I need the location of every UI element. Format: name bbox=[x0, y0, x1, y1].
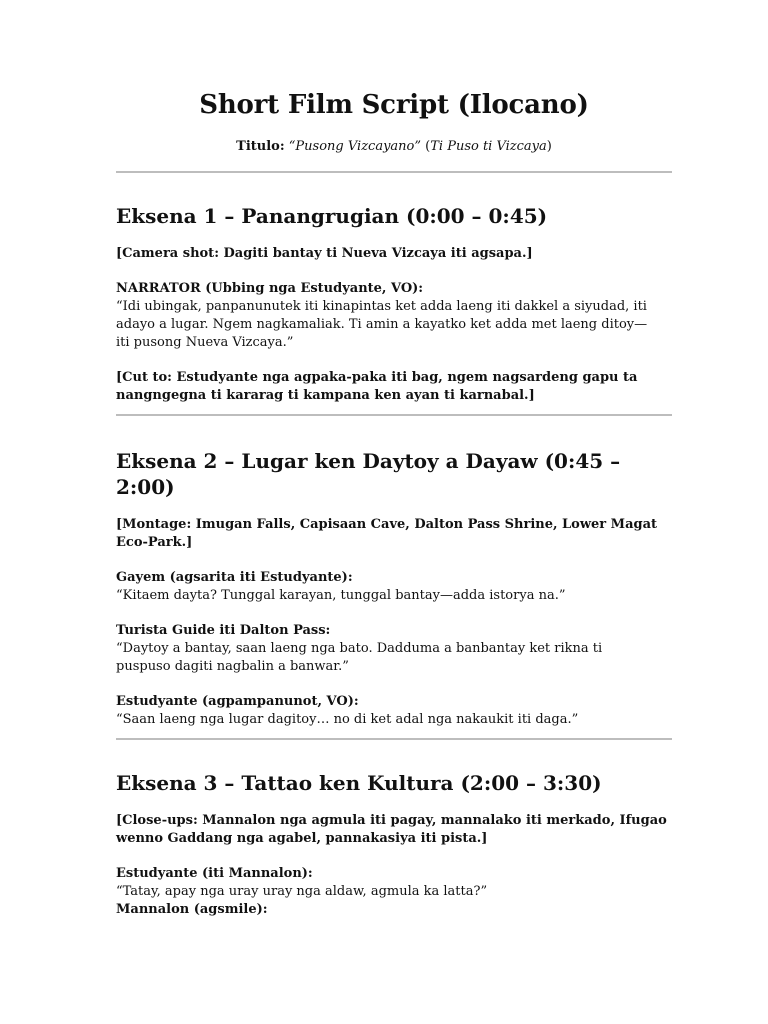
speaker-name: NARRATOR (Ubbing nga Estudyante, VO): bbox=[116, 281, 424, 296]
dialogue-line: “Tatay, apay nga uray uray nga aldaw, agmula ka latta?” bbox=[116, 884, 488, 899]
scene-2 bbox=[116, 448, 672, 738]
scene-heading: Eksena 1 – Panangrugian (0:00 – 0:45) bbox=[116, 204, 548, 228]
stage-direction: [Camera shot: Dagiti bantay ti Nueva Vizcaya iti agsapa.] bbox=[116, 246, 533, 261]
dialogue-line: iti pusong Nueva Vizcaya.” bbox=[116, 335, 294, 350]
page-title: Short Film Script (Ilocano) bbox=[199, 90, 589, 120]
speaker-name: Estudyante (agpampanunot, VO): bbox=[116, 694, 359, 709]
dialogue-line: adayo a lugar. Ngem nagkamaliak. Ti amin a kayatko ket adda met laeng ditoy— bbox=[116, 317, 648, 332]
film-title: “Pusong Vizcayano” bbox=[288, 139, 422, 154]
stage-direction: [Cut to: Estudyante nga agpaka-paka iti bag, ngem nagsardeng gapu ta bbox=[116, 370, 638, 385]
speaker-name: Estudyante (iti Mannalon): bbox=[116, 866, 313, 881]
scene-heading-line: Eksena 2 – Lugar ken Daytoy a Dayaw (0:45 – bbox=[116, 449, 621, 473]
stage-direction: Eco-Park.] bbox=[116, 535, 193, 550]
scene-heading-line: 2:00) bbox=[116, 475, 175, 499]
dialogue-line: “Saan laeng nga lugar dagitoy… no di ket adal nga nakaukit iti daga.” bbox=[116, 712, 579, 727]
dialogue-line: “Daytoy a bantay, saan laeng nga bato. Dadduma a banbantay ket rikna ti bbox=[116, 641, 603, 656]
scene-3 bbox=[116, 770, 672, 919]
stage-direction: [Montage: Imugan Falls, Capisaan Cave, Dalton Pass Shrine, Lower Magat bbox=[116, 517, 658, 532]
speaker-name: Turista Guide iti Dalton Pass: bbox=[116, 623, 331, 638]
dialogue-line: puspuso dagiti nagbalin a banwar.” bbox=[116, 659, 349, 674]
dialogue-line: “Kitaem dayta? Tunggal karayan, tunggal bantay—adda istorya na.” bbox=[116, 588, 566, 603]
scene-heading bbox=[116, 448, 672, 500]
dialogue-line: “Idi ubingak, panpanunutek iti kinapintas ket adda laeng iti dakkel a siyudad, iti bbox=[116, 299, 647, 314]
paren-open: ( bbox=[421, 139, 431, 154]
film-title-line bbox=[116, 138, 672, 156]
scene-1 bbox=[116, 203, 672, 414]
stage-direction: [Close-ups: Mannalon nga agmula iti pagay, mannalako iti merkado, Ifugao bbox=[116, 813, 667, 828]
stage-direction: wenno Gaddang nga agabel, pannakasiya iti pista.] bbox=[116, 831, 488, 846]
divider bbox=[116, 171, 672, 173]
speaker-name: Gayem (agsarita iti Estudyante): bbox=[116, 570, 353, 585]
title-label: Titulo: bbox=[236, 139, 285, 154]
speaker-name: Mannalon (agsmile): bbox=[116, 902, 268, 917]
film-title-translation: Ti Puso ti Vizcaya bbox=[430, 139, 547, 154]
paren-close: ) bbox=[546, 139, 552, 154]
stage-direction: nangngegna ti kararag ti kampana ken ayan ti karnabal.] bbox=[116, 388, 535, 403]
divider bbox=[116, 738, 672, 740]
scene-heading: Eksena 3 – Tattao ken Kultura (2:00 – 3:30) bbox=[116, 771, 602, 795]
divider bbox=[116, 414, 672, 416]
